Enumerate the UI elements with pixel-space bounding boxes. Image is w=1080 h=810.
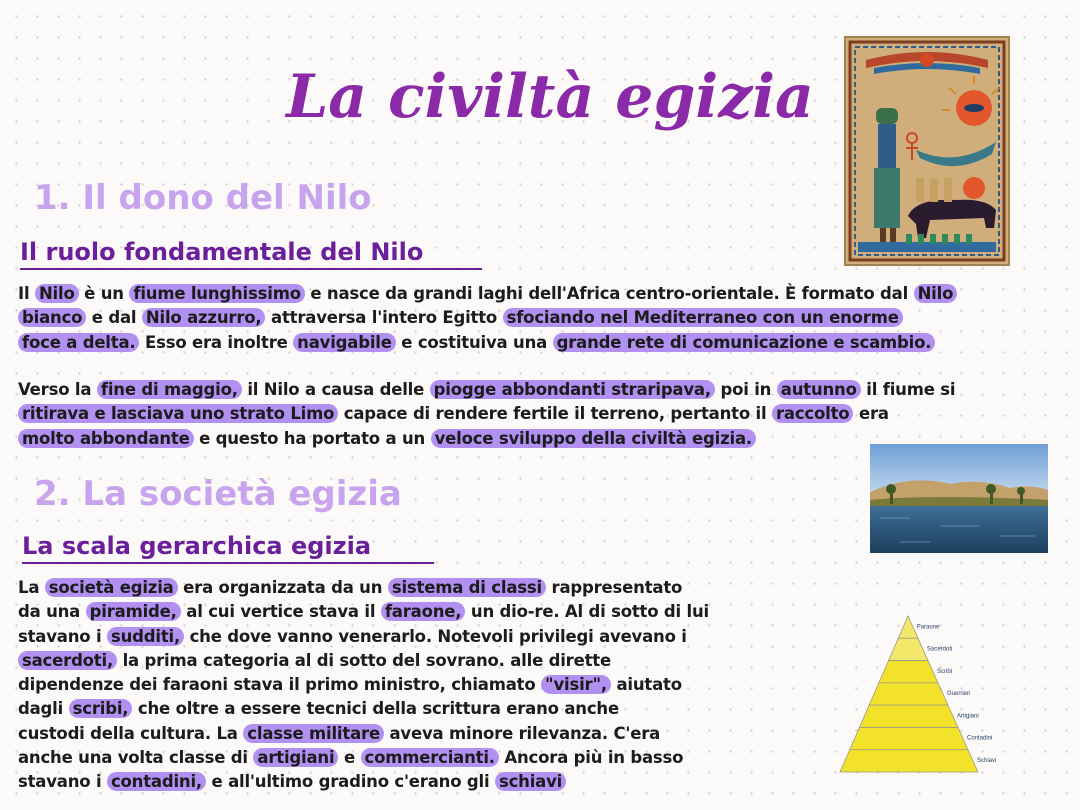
text-run: era organizzata da un (177, 578, 388, 597)
text-run: era (853, 404, 889, 424)
text-run: attraversa l'intero Egitto (265, 308, 503, 328)
text-run: Esso era inoltre (139, 332, 294, 352)
text-line (18, 697, 818, 721)
pyramid-level (840, 750, 978, 772)
highlighted-text: società egizia (45, 578, 178, 597)
section-2-subheading: La scala gerarchica egizia (22, 532, 372, 560)
section-1-subheading-underline (20, 268, 482, 270)
section-2-paragraph (18, 576, 818, 795)
text-run: Verso la (18, 380, 97, 399)
text-run: dagli (18, 699, 69, 719)
text-run: che dove vanno venerarlo. Notevoli privilegi avevano i (184, 626, 687, 646)
text-run: aveva minore rilevanza. C'era (383, 723, 661, 743)
pyramid-level (889, 638, 928, 660)
pyramid-level-label: Guerrieri (947, 691, 971, 698)
highlighted-text: sudditi, (107, 627, 184, 646)
highlighted-text: fine di maggio, (97, 380, 242, 399)
highlighted-text: sfociando nel Mediterraneo con un enorme (503, 308, 903, 327)
text-run: capace di rendere fertile il terreno, pertanto il (338, 404, 772, 424)
text-line (18, 576, 818, 600)
highlighted-text: artigiani (253, 748, 338, 767)
text-run: rappresentato (545, 578, 683, 597)
text-run: e dal (86, 308, 142, 328)
highlighted-text: sistema di classi (388, 578, 546, 597)
egyptian-painting-drawing (846, 38, 1008, 264)
text-run: al cui vertice stava il (180, 602, 381, 622)
hierarchy-pyramid-drawing (838, 610, 1013, 776)
text-run: stavano i (18, 626, 107, 646)
highlighted-text: scribi, (69, 699, 133, 718)
text-line (18, 673, 818, 697)
highlighted-text: bianco (18, 308, 86, 327)
text-run: e nasce da grandi laghi dell'Africa centro-orientale. È formato dal (304, 284, 914, 303)
highlighted-text: ritirava e lasciava uno strato Limo (18, 404, 338, 423)
text-line (18, 625, 818, 649)
text-run: la prima categoria al di sotto del sovrano. alle dirette (117, 650, 611, 670)
pyramid-level (859, 705, 958, 727)
text-line (18, 649, 818, 673)
text-line (18, 331, 1068, 355)
pyramid-level (898, 616, 918, 638)
text-line (18, 282, 1068, 306)
highlighted-text: Nilo (914, 284, 958, 303)
text-run: La (18, 578, 45, 597)
highlighted-text: commercianti. (361, 748, 499, 767)
text-run: dipendenze dei faraoni stava il primo ministro, chiamato (18, 675, 542, 695)
text-line (18, 600, 818, 624)
text-run: e all'ultimo gradino c'erano gli (206, 772, 495, 792)
text-line (18, 770, 818, 794)
text-run: aiutato (610, 675, 682, 695)
pyramid-level-label: Sacerdoti (927, 646, 953, 653)
highlighted-text: raccolto (772, 404, 853, 423)
highlighted-text: autunno (777, 380, 861, 399)
text-line (18, 746, 818, 770)
text-line (18, 722, 818, 746)
highlighted-text: Nilo azzurro, (142, 308, 266, 327)
text-run: e questo ha portato a un (193, 428, 431, 448)
egyptian-painting-image (844, 36, 1010, 266)
pyramid-level-label: Schiavi (977, 757, 997, 764)
highlighted-text: piogge abbondanti straripava, (430, 380, 715, 399)
nile-river-drawing (870, 444, 1048, 553)
text-run: che oltre a essere tecnici della scrittura erano anche (132, 699, 619, 719)
pyramid-level-label: Faraone (917, 624, 940, 631)
highlighted-text: sacerdoti, (18, 651, 117, 670)
text-run: custodi della cultura. La (18, 723, 244, 743)
highlighted-text: "visir", (541, 675, 611, 694)
pyramid-level (850, 727, 968, 749)
pyramid-level-label: Contadini (967, 735, 993, 742)
section-1-heading: 1. Il dono del Nilo (34, 178, 372, 218)
section-1-subheading: Il ruolo fondamentale del Nilo (20, 238, 424, 266)
highlighted-text: fiume lunghissimo (129, 284, 305, 303)
text-run: e (338, 748, 361, 768)
highlighted-text: navigabile (293, 333, 396, 352)
highlighted-text: molto abbondante (18, 429, 194, 448)
section-2-heading: 2. La società egizia (34, 474, 402, 514)
pyramid-level (879, 661, 938, 683)
text-run: anche una volta classe di (18, 748, 254, 768)
text-run: Il (18, 284, 35, 303)
text-run: stavano i (18, 772, 107, 792)
text-line (18, 306, 1068, 330)
nile-river-photo (870, 444, 1048, 553)
text-run: un dio-re. Al di sotto di lui (465, 602, 709, 622)
highlighted-text: faraone, (381, 602, 466, 621)
highlighted-text: foce a delta. (18, 333, 139, 352)
highlighted-text: schiavi (495, 772, 566, 791)
text-run: il Nilo a causa delle (241, 380, 430, 399)
page-title: La civiltà egizia (286, 62, 814, 132)
text-run: da una (18, 602, 86, 622)
highlighted-text: veloce sviluppo della civiltà egizia. (431, 429, 756, 448)
section-1-paragraph-1 (18, 282, 1068, 355)
pyramid-level (869, 683, 948, 705)
text-run: il fiume si (860, 380, 956, 399)
highlighted-text: contadini, (107, 772, 206, 791)
highlighted-text: classe militare (243, 724, 384, 743)
highlighted-text: grande rete di comunicazione e scambio. (553, 333, 936, 352)
pyramid-level-label: Artigiani (957, 713, 979, 720)
text-run: Ancora più in basso (498, 748, 684, 768)
text-run: è un (78, 284, 130, 303)
text-run: e costituiva una (395, 332, 553, 352)
text-line (18, 378, 1068, 402)
text-line (18, 402, 1068, 426)
text-run: poi in (714, 380, 777, 399)
section-2-subheading-underline (22, 562, 434, 564)
highlighted-text: piramide, (86, 602, 181, 621)
section-1-paragraph-2 (18, 378, 1068, 451)
pyramid-level-label: Scribi (937, 668, 953, 675)
hierarchy-pyramid (838, 610, 1013, 776)
highlighted-text: Nilo (35, 284, 79, 303)
